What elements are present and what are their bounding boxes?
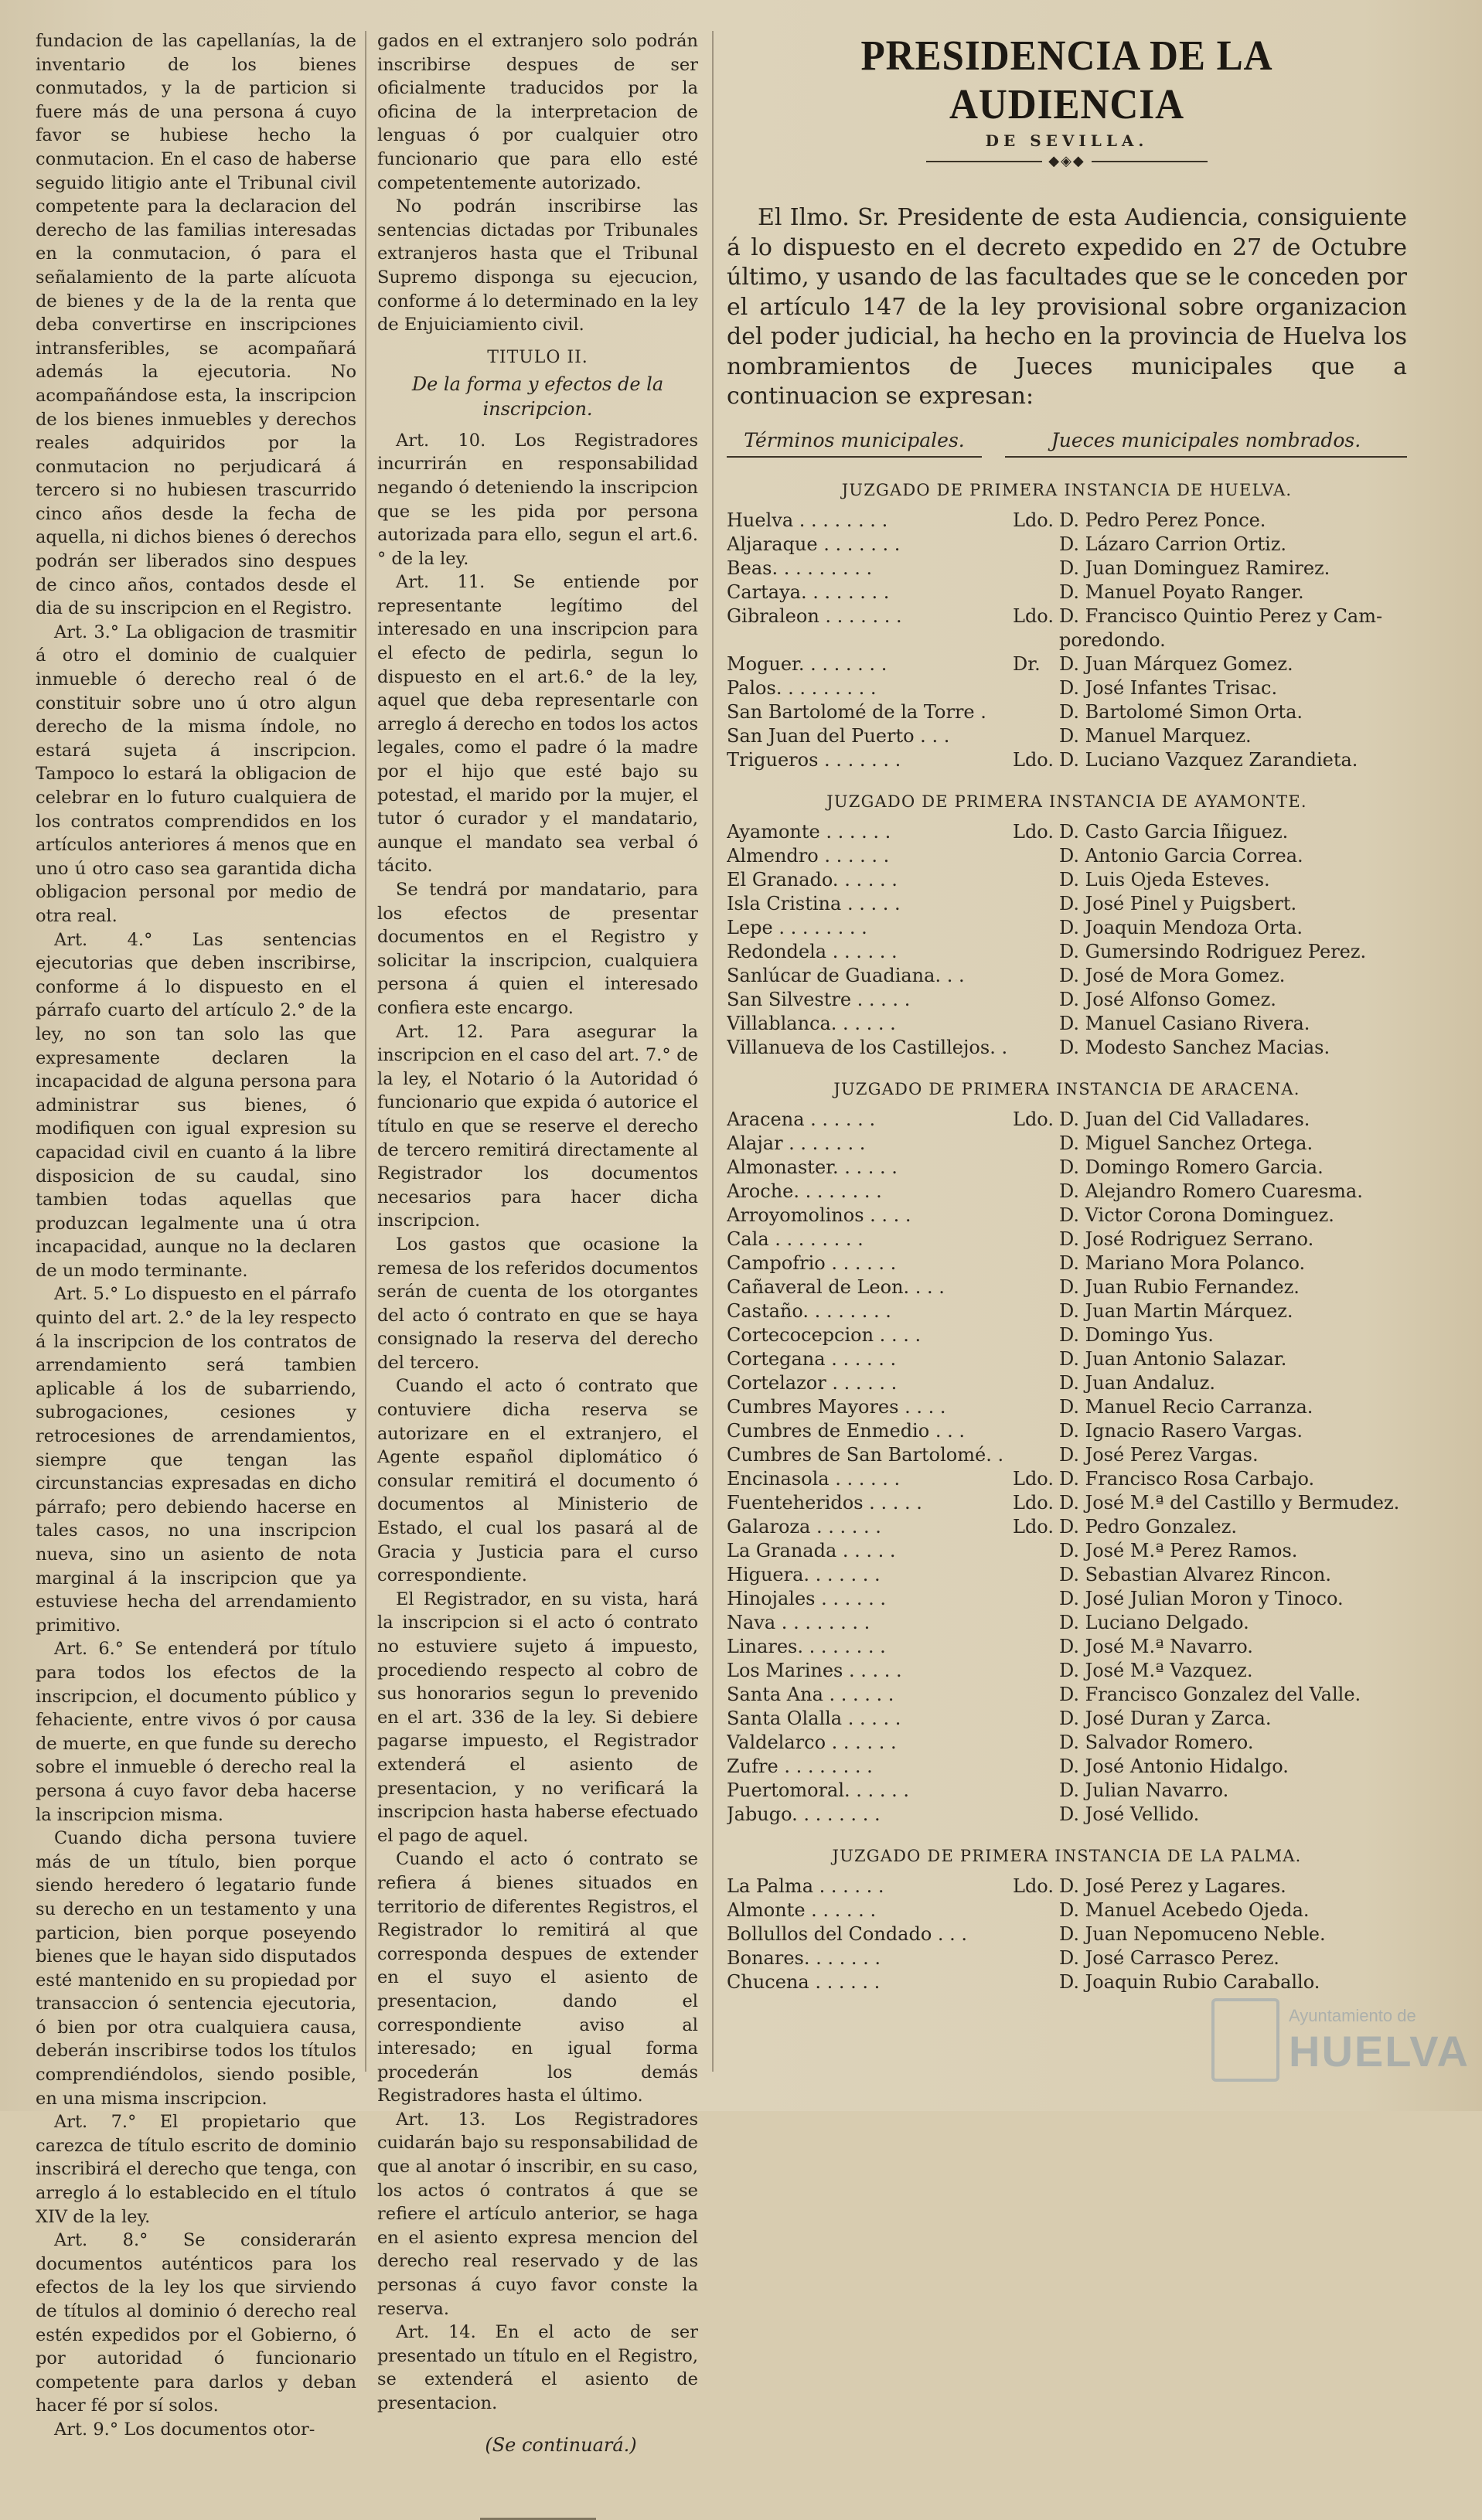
- paragraph: Art. 11. Se entiende por representante legítimo del interesado en una inscripcion para el efecto de pedirla, segun lo dispuesto en el art.6.° de la ley, aquel que deba representarle con arreglo á derecho en todos los actos legales, como el padre ó la madre por el hijo que esté bajo su potestad, el marido por la mujer, el tutor ó curador y el mandatario, aunque el mandato sea verbal ó tácito.: [377, 572, 698, 877]
- municipality: Cumbres de San Bartolomé. .: [727, 1443, 1004, 1466]
- municipality: Cortelazor . . . . . .: [727, 1371, 898, 1394]
- title-prefix: [1013, 1635, 1059, 1659]
- municipality: Aracena . . . . . .: [727, 1108, 876, 1130]
- title-prefix: Ldo.: [1013, 509, 1054, 531]
- spacer: [727, 1827, 1407, 1844]
- municipality: Ayamonte . . . . . .: [727, 820, 891, 843]
- municipality: Cumbres Mayores . . . .: [727, 1395, 946, 1418]
- section-title: TITULO II.: [487, 347, 588, 367]
- municipality: Aroche. . . . . . . .: [727, 1180, 882, 1202]
- municipality: Cortegana . . . . . .: [727, 1347, 897, 1370]
- judge-name: D. Victor Corona Dominguez.: [1059, 1204, 1334, 1226]
- appointment-row: [727, 1779, 1407, 1803]
- municipality: Linares. . . . . . . .: [727, 1635, 886, 1657]
- judge-name: poredondo.: [1059, 628, 1166, 651]
- paragraph: Art. 6.° Se entenderá por título para todos los efectos de la inscripcion, el documento público y fehaciente, entre vivos ó por causa de muerte, en que funde su derecho sobre el inmueble ó derecho real la persona á cuyo favor deba hacerse la inscripcion misma.: [36, 1639, 356, 1825]
- paragraph: Se tendrá por mandatario, para los efectos de presentar documentos en el Registro y solicitar la inscripcion, cualquiera persona á quien el interesado confiera este encargo.: [377, 880, 698, 1018]
- municipality: Palos. . . . . . . . .: [727, 676, 877, 699]
- appointment-row: [727, 1683, 1407, 1707]
- title-prefix: [1013, 676, 1059, 700]
- appointments-list: [727, 481, 1407, 2011]
- appointment-row: [727, 1299, 1407, 1323]
- appointment-row: [727, 1970, 1407, 1994]
- appointment-row: [727, 1108, 1407, 1132]
- judge-name: D. Juan Nepomuceno Neble.: [1059, 1922, 1326, 1945]
- judge-name: D. Juan Martin Márquez.: [1059, 1299, 1293, 1322]
- municipality: Arroyomolinos . . . .: [727, 1204, 911, 1226]
- municipality: La Palma . . . . . .: [727, 1875, 884, 1897]
- watermark-shield-icon: [1211, 1998, 1279, 2082]
- title-prefix: [1013, 1539, 1059, 1563]
- title-prefix: [1013, 1395, 1059, 1419]
- paragraph: El Registrador, en su vista, hará la inscripcion si el acto ó contrato no estuviere sujeto á impuesto, procediendo respecto al cobro de sus honorarios segun lo prevenido en el art. 336 de la ley. Si debiere pagarse impuesto, el Registrador extenderá el asiento de presentacion, y no verificará la inscripcion hasta haberse efectuado el pago de aquel.: [377, 1589, 698, 1846]
- judge-name: D. Juan Antonio Salazar.: [1059, 1347, 1287, 1370]
- municipality: La Granada . . . . .: [727, 1539, 896, 1561]
- municipality: Fuenteheridos . . . . .: [727, 1491, 922, 1514]
- judge-name: D. José Rodriguez Serrano.: [1059, 1228, 1314, 1250]
- judge-name: D. Gumersindo Rodriguez Perez.: [1059, 940, 1367, 962]
- appointment-row: [727, 1395, 1407, 1419]
- title-prefix: [1013, 581, 1059, 604]
- municipality: Redondela . . . . . .: [727, 940, 898, 962]
- title-prefix: [1013, 1275, 1059, 1299]
- column-rule-right: [712, 31, 714, 2072]
- appointment-row: [727, 940, 1407, 964]
- appointment-row: [727, 1755, 1407, 1779]
- paragraph: Art. 3.° La obligacion de trasmitir á otro el dominio de cualquier inmueble ó derecho real ó de constituir sobre uno ú otro algun derecho de la misma índole, no estará sujeta á inscripcion. Tampoco lo estará la obligacion de celebrar en lo futuro cualquiera de los contratos comprendidos en los artículos anteriores á menos que en uno ú otro caso sea garantida dicha obligacion personal por medio de otra real.: [36, 621, 356, 926]
- continuation-note: (Se continuará.): [485, 2433, 637, 2456]
- judge-name: D. Joaquin Mendoza Orta.: [1059, 916, 1303, 938]
- municipality: Cañaveral de Leon. . . .: [727, 1275, 945, 1298]
- municipality: Moguer. . . . . . . .: [727, 652, 887, 675]
- appointment-row: [727, 1419, 1407, 1443]
- judge-name: D. Manuel Casiano Rivera.: [1059, 1012, 1310, 1034]
- appointment-row: [727, 1707, 1407, 1731]
- paragraph: Art. 14. En el acto de ser presentado un título en el Registro, se extenderá el asiento de presentacion.: [377, 2322, 698, 2413]
- title-prefix: [1013, 940, 1059, 964]
- ornament-diamond-icon: ◆◈◆: [1048, 153, 1085, 169]
- judge-name: D. José M.ª Vazquez.: [1059, 1659, 1253, 1681]
- paragraph: Art. 13. Los Registradores cuidarán bajo su responsabilidad de que al anotar ó inscribir, en su caso, los actos ó contratos á que se refiere el artículo anterior, se haga en el asiento expresa mencion del derecho real reservado y de las personas á cuyo favor conste la reserva.: [377, 2109, 698, 2319]
- municipality: Zufre . . . . . . . .: [727, 1755, 873, 1777]
- judge-name: D. Manuel Poyato Ranger.: [1059, 581, 1304, 603]
- judge-name: D. José Pinel y Puigsbert.: [1059, 892, 1297, 914]
- ornament-line-right: [1092, 161, 1208, 162]
- title-prefix: [1013, 1970, 1059, 1994]
- municipality: Nava . . . . . . . .: [727, 1611, 870, 1633]
- municipality: Almonaster. . . . . .: [727, 1156, 898, 1178]
- judge-name: D. Alejandro Romero Cuaresma.: [1059, 1180, 1363, 1202]
- municipality: Almonte . . . . . .: [727, 1899, 877, 1921]
- title-prefix: Ldo.: [1013, 1491, 1054, 1514]
- judge-name: D. Luciano Vazquez Zarandieta.: [1059, 748, 1358, 771]
- judge-name: D. Julian Navarro.: [1059, 1779, 1229, 1801]
- municipality: Encinasola . . . . . .: [727, 1467, 901, 1490]
- paragraph: Art. 8.° Se considerarán documentos auténticos para los efectos de la ley los que sirviendo de títulos al dominio ó derecho real estén expedidos por el Gobierno, ó por autoridad ó funcionario competente para darlos y deban hacer fé por sí solos.: [36, 2230, 356, 2416]
- paragraph: fundacion de las capellanías, la de inventario de los bienes conmutados, y la de particion si fuere más de una persona á cuyo favor se hubiese hecho la conmutacion. En el caso de haberse seguido litigio ante el Tribunal civil competente para la declaracion del derecho de las familias interesadas en la conmutacion, ó para el señalamiento de la parte alícuota de bienes y de la de la renta que deba convertirse en inscripciones intransferibles, se acompañará además la ejecutoria. No acompañándose esta, la inscripcion de los bienes inmuebles y derechos reales adquiridos por la conmutacion no perjudicará á tercero si no hubiesen trascurrido cinco años desde la fecha de aquella, ni dichos bienes ó derechos podrán ser liberados sino despues de cinco años, contados desde el dia de su inscripcion en el Registro.: [36, 31, 356, 619]
- paragraph: Art. 5.° Lo dispuesto en el párrafo quinto del art. 2.° de la ley respecto á la inscripcion de los contratos de arrendamiento será tambien aplicable á los de subarriendo, subrogaciones, cesiones y retrocesiones de arrendamientos, siempre que tengan las circunstancias expresadas en dicho párrafo; pero debiendo hacerse en tales casos, no una inscripcion nueva, sino un asiento de nota marginal á la inscripcion que ya estuviese hecha del arrendamiento primitivo.: [36, 1284, 356, 1636]
- municipality: Gibraleon . . . . . . .: [727, 604, 902, 627]
- judge-name: D. José M.ª Perez Ramos.: [1059, 1539, 1298, 1561]
- municipality: Isla Cristina . . . . .: [727, 892, 901, 914]
- title-prefix: [1013, 964, 1059, 988]
- watermark-line2: HUELVA: [1289, 2027, 1470, 2076]
- municipality: El Granado. . . . . .: [727, 868, 898, 891]
- judge-name: D. Mariano Mora Polanco.: [1059, 1251, 1306, 1274]
- header-terminos: Términos municipales.: [727, 429, 982, 458]
- judge-name: D. Manuel Acebedo Ojeda.: [1059, 1899, 1310, 1921]
- title-prefix: [1013, 1731, 1059, 1755]
- municipality: San Juan del Puerto . . .: [727, 724, 950, 747]
- juzgado-title: JUZGADO DE PRIMERA INSTANCIA DE HUELVA.: [841, 480, 1293, 499]
- title-prefix: [1013, 700, 1059, 724]
- municipality: [727, 628, 1013, 652]
- appointment-row: [727, 1899, 1407, 1922]
- title-prefix: [1013, 1755, 1059, 1779]
- appointment-row: [727, 1946, 1407, 1970]
- appointment-row: [727, 1012, 1407, 1036]
- municipality: Cortecocepcion . . . .: [727, 1323, 922, 1346]
- header-jueces: Jueces municipales nombrados.: [1005, 429, 1407, 458]
- appointment-row: [727, 1731, 1407, 1755]
- judge-name: D. Salvador Romero.: [1059, 1731, 1254, 1753]
- municipality: Alajar . . . . . . .: [727, 1132, 866, 1154]
- municipality: Jabugo. . . . . . . .: [727, 1803, 881, 1825]
- judge-name: D. Manuel Marquez.: [1059, 724, 1252, 747]
- judge-name: D. Pedro Perez Ponce.: [1059, 509, 1266, 531]
- title-prefix: [1013, 1371, 1059, 1395]
- appointment-row: [727, 1611, 1407, 1635]
- paragraph: gados en el extranjero solo podrán inscribirse despues de ser oficialmente traducidos por la oficina de la interpretacion de lenguas ó por cualquier otro funcionario que para ello esté competentemente autorizado.: [377, 31, 698, 193]
- title-prefix: [1013, 557, 1059, 581]
- section-subtitle: De la forma y efectos de la inscripcion.: [411, 373, 664, 420]
- title-prefix: [1013, 1012, 1059, 1036]
- paragraph: Cuando el acto ó contrato se refiera á bienes situados en territorio de diferentes Registros, el Registrador lo remitirá al que corresponda despues de extender en el suyo el asiento de presentacion, dando el correspondiente aviso al interesado; en igual forma procederán los demás Registradores hasta el último.: [377, 1849, 698, 2106]
- spacer: [727, 772, 1407, 789]
- municipality: Puertomoral. . . . . .: [727, 1779, 909, 1801]
- title-prefix: [1013, 1036, 1059, 1060]
- appointment-row: [727, 1204, 1407, 1228]
- title-prefix: Ldo.: [1013, 1515, 1054, 1538]
- appointment-row: [727, 1275, 1407, 1299]
- appointment-row: [727, 1491, 1407, 1515]
- judge-name: D. José Julian Moron y Tinoco.: [1059, 1587, 1344, 1609]
- title-prefix: Ldo.: [1013, 604, 1054, 627]
- municipality: Castaño. . . . . . . .: [727, 1299, 891, 1322]
- judge-name: D. Juan Dominguez Ramirez.: [1059, 557, 1330, 579]
- municipality: Higuera. . . . . . .: [727, 1563, 881, 1585]
- title-prefix: [1013, 1587, 1059, 1611]
- judge-name: D. Juan del Cid Valladares.: [1059, 1108, 1310, 1130]
- juzgado-title: JUZGADO DE PRIMERA INSTANCIA DE AYAMONTE.: [826, 792, 1307, 811]
- juzgado-title: JUZGADO DE PRIMERA INSTANCIA DE LA PALMA.: [832, 1846, 1302, 1865]
- municipality: Lepe . . . . . . . .: [727, 916, 867, 938]
- municipality: San Bartolomé de la Torre .: [727, 700, 986, 723]
- judge-name: D. Juan Rubio Fernandez.: [1059, 1275, 1300, 1298]
- title-prefix: [1013, 1922, 1059, 1946]
- title-prefix: [1013, 844, 1059, 868]
- ornament-divider: [727, 153, 1407, 169]
- municipality: Cartaya. . . . . . . .: [727, 581, 890, 603]
- appointment-row: [727, 1036, 1407, 1060]
- paragraph: Cuando el acto ó contrato que contuviere dicha reserva se autorizare en el extranjero, el Agente español diplomático ó consular remitirá el documento ó documentos al Ministerio de Estado, el cual los pasará al de Gracia y Justicia para el curso correspondiente.: [377, 1376, 698, 1586]
- judge-name: D. José Perez Vargas.: [1059, 1443, 1259, 1466]
- appointment-row: [727, 1323, 1407, 1347]
- paragraph: Art. 7.° El propietario que carezca de título escrito de dominio inscribirá el derecho que tenga, con arreglo á lo establecido en el título XIV de la ley.: [36, 2112, 356, 2227]
- judge-name: D. José Infantes Trisac.: [1059, 676, 1278, 699]
- appointment-row: [727, 1132, 1407, 1156]
- judge-name: D. Antonio Garcia Correa.: [1059, 844, 1303, 867]
- ornament-line-left: [926, 161, 1042, 162]
- title-prefix: [1013, 1419, 1059, 1443]
- title-prefix: [1013, 988, 1059, 1012]
- appointment-row: [727, 844, 1407, 868]
- appointment-row: [727, 676, 1407, 700]
- judge-name: D. Manuel Recio Carranza.: [1059, 1395, 1313, 1418]
- title-prefix: Ldo.: [1013, 1875, 1054, 1897]
- judge-name: D. Ignacio Rasero Vargas.: [1059, 1419, 1303, 1442]
- title-prefix: [1013, 1156, 1059, 1180]
- end-rule: [480, 2518, 596, 2520]
- judge-name: D. José Antonio Hidalgo.: [1059, 1755, 1289, 1777]
- appointment-row: [727, 1443, 1407, 1467]
- masthead-subtitle: DE SEVILLA.: [985, 131, 1149, 150]
- announcement-column: [727, 29, 1407, 2011]
- judge-name: D. Joaquin Rubio Caraballo.: [1059, 1970, 1320, 1993]
- municipality: Almendro . . . . . .: [727, 844, 890, 867]
- title-prefix: [1013, 916, 1059, 940]
- title-prefix: [1013, 1251, 1059, 1275]
- judge-name: D. Pedro Gonzalez.: [1059, 1515, 1238, 1538]
- title-prefix: [1013, 1946, 1059, 1970]
- judge-name: D. José de Mora Gomez.: [1059, 964, 1286, 986]
- paragraph: Cuando dicha persona tuviere más de un título, bien porque siendo heredero ó legatario funde su derecho en un testamento y una particion, bien porque poseyendo bienes que le hayan sido disputados esté mantenido en su propiedad por transaccion ó sentencia ejecutoria, ó bien por otra cualquiera causa, deberán inscribirse todos los títulos comprendiéndolos, siendo posible, en una misma inscripcion.: [36, 1828, 356, 2109]
- appointment-row: [727, 1347, 1407, 1371]
- announcement-intro: El Ilmo. Sr. Presidente de esta Audiencia, consiguiente á lo dispuesto en el decreto expedido en 27 de Octubre último, y usando de las facultades que se le conceden por el artículo 147 de la ley provisional sobre organizacion del poder judicial, ha hecho en la provincia de Huelva los nombramientos de Jueces municipales que a continuacion se expresan:: [727, 204, 1407, 410]
- appointment-row: [727, 1371, 1407, 1395]
- appointment-row: [727, 1228, 1407, 1251]
- appointment-row: [727, 1539, 1407, 1563]
- title-prefix: [1013, 868, 1059, 892]
- paragraph: Art. 9.° Los documentos otor-: [54, 2419, 315, 2440]
- judge-name: D. Francisco Gonzalez del Valle.: [1059, 1683, 1361, 1705]
- municipality: Cumbres de Enmedio . . .: [727, 1419, 965, 1442]
- title-prefix: [1013, 1180, 1059, 1204]
- appointment-row: [727, 724, 1407, 748]
- appointment-row: [727, 1180, 1407, 1204]
- appointment-row: [727, 1922, 1407, 1946]
- appointment-row: [727, 1635, 1407, 1659]
- appointment-row: [727, 700, 1407, 724]
- municipality: San Silvestre . . . . .: [727, 988, 911, 1010]
- paragraph: No podrán inscribirse las sentencias dictadas por Tribunales extranjeros hasta que el Tribunal Supremo disponga su ejecucion, conforme á lo determinado en la ley de Enjuiciamiento civil.: [377, 196, 698, 335]
- watermark-line1: Ayuntamiento de: [1289, 2006, 1416, 2025]
- title-prefix: Ldo.: [1013, 1108, 1054, 1130]
- municipality: Huelva . . . . . . . .: [727, 509, 888, 531]
- judge-name: D. Juan Andaluz.: [1059, 1371, 1215, 1394]
- municipality: Bollullos del Condado . . .: [727, 1922, 968, 1945]
- municipality: Aljaraque . . . . . . .: [727, 533, 901, 555]
- title-prefix: [1013, 1299, 1059, 1323]
- appointment-row: [727, 1156, 1407, 1180]
- paragraph: Art. 12. Para asegurar la inscripcion en el caso del art. 7.° de la ley, el Notario ó la Autoridad ó funcionario que expida ó autorice el título en que se reserve el derecho de tercero remitirá directamente al Registrador los documentos necesarios para hacer dicha inscripcion.: [377, 1021, 698, 1231]
- watermark-logo: [1211, 1998, 1470, 2083]
- title-prefix: [1013, 1563, 1059, 1587]
- appointment-row: [727, 557, 1407, 581]
- title-prefix: [1013, 1204, 1059, 1228]
- appointment-row: [727, 628, 1407, 652]
- municipality: Villablanca. . . . . .: [727, 1012, 896, 1034]
- judge-name: D. José Vellido.: [1059, 1803, 1200, 1825]
- appointment-row: [727, 1563, 1407, 1587]
- paragraph: Los gastos que ocasione la remesa de los referidos documentos serán de cuenta de los otorgantes del acto ó contrato en que se haya consignado la reserva del derecho del tercero.: [377, 1234, 698, 1373]
- judge-name: D. Miguel Sanchez Ortega.: [1059, 1132, 1313, 1154]
- judge-name: D. José Alfonso Gomez.: [1059, 988, 1276, 1010]
- appointment-row: [727, 604, 1407, 628]
- municipality: Santa Ana . . . . . .: [727, 1683, 894, 1705]
- title-prefix: [1013, 1779, 1059, 1803]
- title-prefix: [1013, 1132, 1059, 1156]
- appointment-row: [727, 652, 1407, 676]
- title-prefix: [1013, 1347, 1059, 1371]
- judge-name: D. Sebastian Alvarez Rincon.: [1059, 1563, 1331, 1585]
- municipality: Los Marines . . . . .: [727, 1659, 902, 1681]
- title-prefix: [1013, 1659, 1059, 1683]
- title-prefix: [1013, 628, 1059, 652]
- judge-name: D. Modesto Sanchez Macias.: [1059, 1036, 1330, 1058]
- title-prefix: Ldo.: [1013, 1467, 1054, 1490]
- municipality: Valdelarco . . . . . .: [727, 1731, 897, 1753]
- text-column-1: [36, 29, 356, 2442]
- judge-name: D. Francisco Quintio Perez y Cam-: [1059, 604, 1383, 627]
- judge-name: D. Domingo Yus.: [1059, 1323, 1214, 1346]
- masthead: PRESIDENCIA DE LA AUDIENCIA: [860, 32, 1273, 128]
- title-prefix: [1013, 1611, 1059, 1635]
- judge-name: D. Luciano Delgado.: [1059, 1611, 1249, 1633]
- appointment-row: [727, 1659, 1407, 1683]
- title-prefix: Ldo.: [1013, 748, 1054, 771]
- municipality: Hinojales . . . . . .: [727, 1587, 887, 1609]
- appointment-row: [727, 1467, 1407, 1491]
- title-prefix: [1013, 1683, 1059, 1707]
- appointment-row: [727, 1515, 1407, 1539]
- title-prefix: Dr.: [1013, 652, 1041, 675]
- title-prefix: Ldo.: [1013, 820, 1054, 843]
- title-prefix: [1013, 533, 1059, 557]
- judge-name: D. Lázaro Carrion Ortiz.: [1059, 533, 1286, 555]
- judge-name: D. José Duran y Zarca.: [1059, 1707, 1272, 1729]
- juzgado-title: JUZGADO DE PRIMERA INSTANCIA DE ARACENA.: [833, 1079, 1300, 1098]
- municipality: Bonares. . . . . . .: [727, 1946, 881, 1969]
- appointment-row: [727, 1587, 1407, 1611]
- paragraph: Art. 4.° Las sentencias ejecutorias que deben inscribirse, conforme á lo dispuesto en el párrafo cuarto del artículo 2.° de la ley, no son tan solo las que expresamente declaren la incapacidad de alguna persona para administrar sus bienes, ó modifiquen con igual expresion su capacidad civil en cuanto á la libre disposicion de su caudal, sino tambien todas aquellas que produzcan legalmente una ú otra incapacidad, aunque no la declaren de un modo terminante.: [36, 929, 356, 1281]
- appointment-row: [727, 533, 1407, 557]
- title-prefix: [1013, 892, 1059, 916]
- municipality: Chucena . . . . . .: [727, 1970, 881, 1993]
- judge-name: D. José M.ª Navarro.: [1059, 1635, 1253, 1657]
- judge-name: D. Casto Garcia Iñiguez.: [1059, 820, 1289, 843]
- column-rule-left: [365, 31, 366, 2072]
- spacer: [727, 1060, 1407, 1077]
- appointment-row: [727, 964, 1407, 988]
- municipality: Sanlúcar de Guadiana. . .: [727, 964, 965, 986]
- appointment-row: [727, 892, 1407, 916]
- municipality: Beas. . . . . . . . .: [727, 557, 873, 579]
- municipality: Cala . . . . . . . .: [727, 1228, 864, 1250]
- judge-name: D. José Perez y Lagares.: [1059, 1875, 1286, 1897]
- title-prefix: [1013, 1323, 1059, 1347]
- appointment-row: [727, 1803, 1407, 1827]
- judge-name: D. Bartolomé Simon Orta.: [1059, 700, 1303, 723]
- judge-name: D. José Carrasco Perez.: [1059, 1946, 1279, 1969]
- appointment-row: [727, 509, 1407, 533]
- municipality: Santa Olalla . . . . .: [727, 1707, 901, 1729]
- appointment-row: [727, 1251, 1407, 1275]
- municipality: Galaroza . . . . . .: [727, 1515, 881, 1538]
- title-prefix: [1013, 1803, 1059, 1827]
- text-column-2: [377, 29, 698, 2520]
- appointment-row: [727, 988, 1407, 1012]
- municipality: Villanueva de los Castillejos. .: [727, 1036, 1008, 1058]
- appointment-row: [727, 916, 1407, 940]
- municipality: Trigueros . . . . . . .: [727, 748, 901, 771]
- municipality: Campofrio . . . . . .: [727, 1251, 897, 1274]
- appointment-row: [727, 581, 1407, 604]
- judge-name: D. Francisco Rosa Carbajo.: [1059, 1467, 1315, 1490]
- judge-name: D. José M.ª del Castillo y Bermudez.: [1059, 1491, 1400, 1514]
- table-headers: [727, 429, 1407, 458]
- appointment-row: [727, 748, 1407, 772]
- title-prefix: [1013, 724, 1059, 748]
- title-prefix: [1013, 1443, 1059, 1467]
- title-prefix: [1013, 1707, 1059, 1731]
- judge-name: D. Luis Ojeda Esteves.: [1059, 868, 1270, 891]
- appointment-row: [727, 868, 1407, 892]
- title-prefix: [1013, 1228, 1059, 1251]
- appointment-row: [727, 1875, 1407, 1899]
- appointment-row: [727, 820, 1407, 844]
- judge-name: D. Domingo Romero Garcia.: [1059, 1156, 1324, 1178]
- paragraph: Art. 10. Los Registradores incurrirán en responsabilidad negando ó deteniendo la inscripcion que se les pida por persona autorizada para ello, segun el art.6.° de la ley.: [377, 430, 698, 569]
- title-prefix: [1013, 1899, 1059, 1922]
- judge-name: D. Juan Márquez Gomez.: [1059, 652, 1293, 675]
